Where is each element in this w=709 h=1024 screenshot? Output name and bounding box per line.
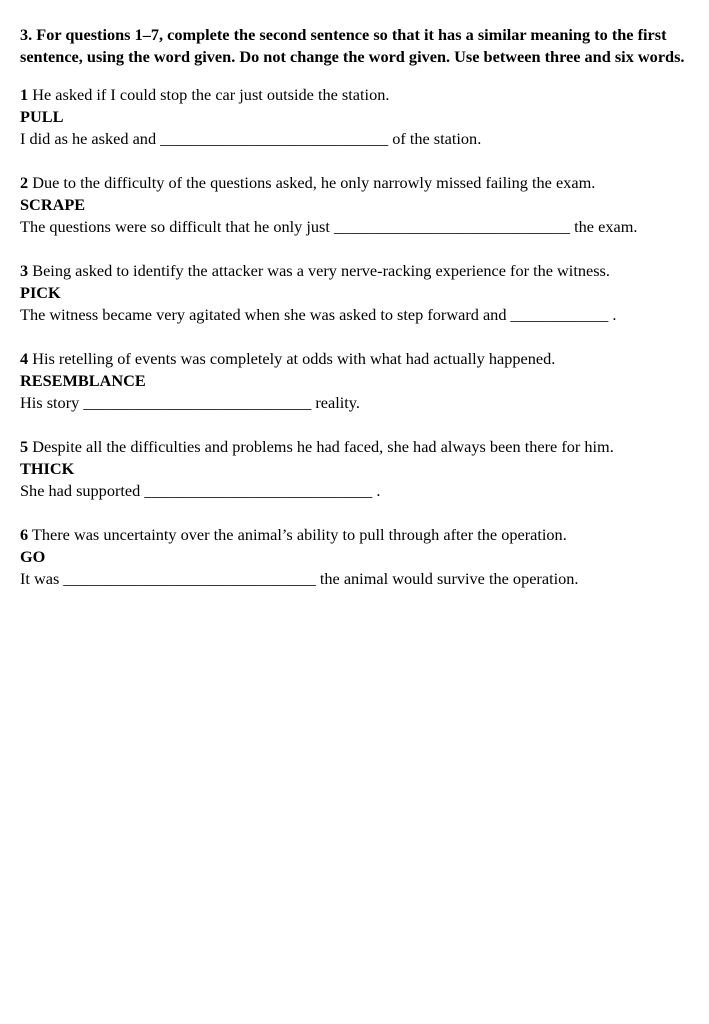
sentence-text: He asked if I could stop the car just outside the station. [32, 85, 390, 104]
answer-blank[interactable]: _______________________________ [63, 569, 316, 588]
rewrite-sentence [20, 480, 700, 502]
question-number: 2 [20, 173, 29, 192]
question-4 [20, 348, 700, 414]
keyword: SCRAPE [20, 195, 86, 214]
question-number: 6 [20, 525, 29, 544]
question-number: 1 [20, 85, 29, 104]
question-2 [20, 172, 700, 238]
original-sentence [20, 524, 700, 546]
keyword: THICK [20, 459, 75, 478]
rewrite-before: It was [20, 569, 60, 588]
rewrite-sentence [20, 128, 700, 150]
question-3 [20, 260, 700, 326]
question-6 [20, 524, 700, 590]
question-number: 3 [20, 261, 29, 280]
rewrite-after: reality. [315, 393, 360, 412]
rewrite-before: She had supported [20, 481, 141, 500]
original-sentence [20, 260, 700, 282]
rewrite-sentence [20, 304, 700, 326]
question-5 [20, 436, 700, 502]
rewrite-before: I did as he asked and [20, 129, 157, 148]
rewrite-before: The questions were so difficult that he only just [20, 217, 330, 236]
original-sentence [20, 84, 700, 106]
sentence-text: Being asked to identify the attacker was a very nerve-racking experience for the witness. [32, 261, 610, 280]
original-sentence [20, 436, 700, 458]
rewrite-before: His story [20, 393, 80, 412]
question-number: 4 [20, 349, 29, 368]
answer-blank[interactable]: ____________________________ [160, 129, 389, 148]
answer-blank[interactable]: ____________________________ [144, 481, 373, 500]
sentence-text: Despite all the difficulties and problems he had faced, she had always been there for him. [32, 437, 614, 456]
rewrite-after: . [612, 305, 617, 324]
rewrite-before: The witness became very agitated when she was asked to step forward and [20, 305, 507, 324]
keyword: PICK [20, 283, 61, 302]
question-number: 5 [20, 437, 29, 456]
rewrite-after: the animal would survive the operation. [319, 569, 579, 588]
original-sentence [20, 348, 700, 370]
rewrite-sentence [20, 392, 700, 414]
exercise-instructions: 3. For questions 1–7, complete the second sentence so that it has a similar meaning to the first sentence, using the word given. Do not change the word given. Use between three and six words. [20, 25, 685, 66]
keyword: RESEMBLANCE [20, 371, 146, 390]
rewrite-after: . [376, 481, 381, 500]
question-1 [20, 84, 700, 150]
answer-blank[interactable]: ____________ [510, 305, 609, 324]
keyword: GO [20, 547, 46, 566]
answer-blank[interactable]: _____________________________ [333, 217, 571, 236]
original-sentence [20, 172, 700, 194]
worksheet-page [20, 24, 700, 612]
rewrite-sentence [20, 568, 700, 590]
keyword: PULL [20, 107, 64, 126]
rewrite-after: the exam. [574, 217, 638, 236]
sentence-text: His retelling of events was completely at odds with what had actually happened. [32, 349, 556, 368]
sentence-text: Due to the difficulty of the questions asked, he only narrowly missed failing the exam. [32, 173, 596, 192]
rewrite-after: of the station. [392, 129, 482, 148]
answer-blank[interactable]: ____________________________ [83, 393, 312, 412]
rewrite-sentence [20, 216, 700, 238]
sentence-text: There was uncertainty over the animal’s ability to pull through after the operation. [31, 525, 567, 544]
